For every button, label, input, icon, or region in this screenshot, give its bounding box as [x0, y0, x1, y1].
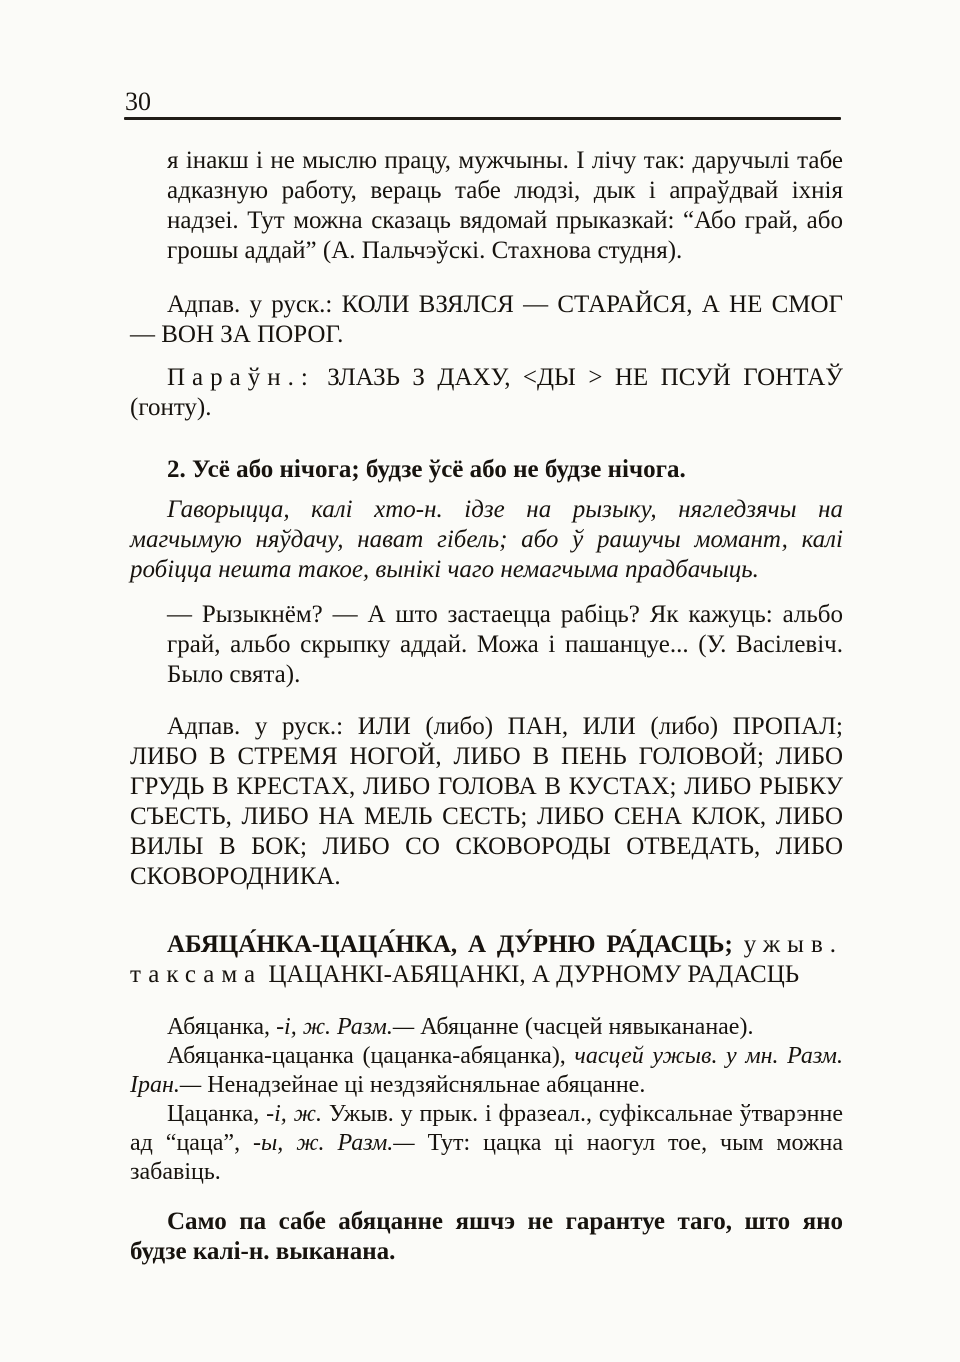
text-run: 2. Усё або нічога; будзе ўсё або не будзе нічога.	[167, 456, 686, 483]
text-run: таксама	[130, 961, 263, 988]
page-number: 30	[125, 87, 151, 116]
text-run: АБЯЦА́НКА-ЦАЦА́НКА, А ДУ́РНЮ РА́ДАСЦЬ;	[167, 931, 733, 958]
text-run: Ненадзейнае ці нездзяйсняльнае абяцанне.	[201, 1072, 646, 1098]
text-run: Абяцанка,	[167, 1014, 277, 1040]
gloss-cacanka	[130, 1100, 843, 1187]
gloss-abyacanka-cacanka	[130, 1042, 843, 1100]
text-run: -ы, ж. Разм.—	[253, 1130, 415, 1156]
text-run: Адпав. у руск.: ИЛИ (либо) ПАН, ИЛИ (либо) ПРОПАЛ; ЛИБО В СТРЕМЯ НОГОЙ, ЛИБО В ПЕНЬ ГОЛОВОЙ; ЛИБО ГРУДЬ В КРЕСТАХ, ЛИБО ГОЛОВА В КУСТАХ; ЛИБО РЫБКУ СЪЕСТЬ, ЛИБО НА МЕЛЬ СЕСТЬ; ЛИБО СЕНА КЛОК, ЛИБО ВИЛЫ В БОК; ЛИБО СО СКОВОРОДЫ ОТВЕДАТЬ, ЛИБО СКОВОРОДНИКА.	[130, 713, 843, 890]
headword-entry	[130, 930, 843, 990]
paragraph-russian-equivalent-2	[130, 712, 843, 892]
text-run: Адпав. у руск.: КОЛИ ВЗЯЛСЯ — СТАРАЙСЯ, А НЕ СМОГ — ВОН ЗА ПОРОГ.	[130, 291, 843, 348]
paragraph-final-note	[130, 1207, 843, 1267]
text-run: Цацанка,	[167, 1101, 267, 1127]
text-run: Ужыв. у прык. і фразеал., суфіксальнае ўтварэнне ад “цаца”,	[130, 1101, 844, 1156]
text-run: Гаворыцца, калі хто-н. ідзе на рызыку, нягледзячы на магчымую няўдачу, нават гібель; або ў рашучы момант, калі робіцца нешта такое, вынікі чаго немагчыма прадбачыць.	[130, 496, 843, 583]
text-run: Абяцанка-цацанка (цацанка-абяцанка),	[167, 1043, 575, 1069]
text-run: Само па сабе абяцанне яшчэ не гарантуе таго, што яно будзе калі-н. выканана.	[130, 1208, 843, 1265]
text-run	[733, 931, 744, 958]
page-body	[130, 0, 843, 1267]
text-run: Тут: цацка ці наогул тое, чым можна забавіць.	[130, 1130, 843, 1185]
text-run: ужыв.	[743, 931, 843, 958]
text-run: -і, ж.	[266, 1101, 322, 1127]
text-run: часцей ужыв. у мн. Разм. Іран.—	[130, 1043, 843, 1098]
text-run: Параўн.:	[167, 364, 315, 391]
text-run: я інакш і не мыслю працу, мужчыны. І лічу так: даручылі табе адказную работу, вераць табе людзі, дык і апраўдвай іхнія надзеі. Тут можна сказаць вядомай прыказкай: “Або грай, або грошы аддай” (А. Пальчэўскі. Стахнова студня).	[167, 147, 843, 264]
text-run: ЗЛАЗЬ З ДАХУ, <ДЫ > НЕ ПСУЙ ГОНТАЎ (гонту).	[130, 364, 843, 421]
paragraph-russian-equivalent-1	[130, 290, 843, 350]
paragraph-continuation-quote	[130, 146, 843, 266]
paragraph-compare-note	[130, 363, 843, 423]
paragraph-example-quote	[130, 600, 843, 690]
paragraph-usage-note	[130, 495, 843, 585]
sense-2-heading	[130, 455, 843, 485]
gloss-abyacanka	[130, 1013, 843, 1042]
text-run: ЦАЦАНКІ-АБЯЦАНКІ, А ДУРНОМУ РАДАСЦЬ	[262, 961, 800, 988]
text-run: -і, ж. Разм.—	[276, 1014, 415, 1040]
text-run: Абяцанне (часцей нявыкананае).	[414, 1014, 754, 1040]
text-run: — Рызыкнём? — А што застаецца рабіць? Як кажуць: альбо грай, альбо скрыпку аддай. Можа і пашанцуе... (У. Васілевіч. Было свята).	[167, 601, 843, 688]
